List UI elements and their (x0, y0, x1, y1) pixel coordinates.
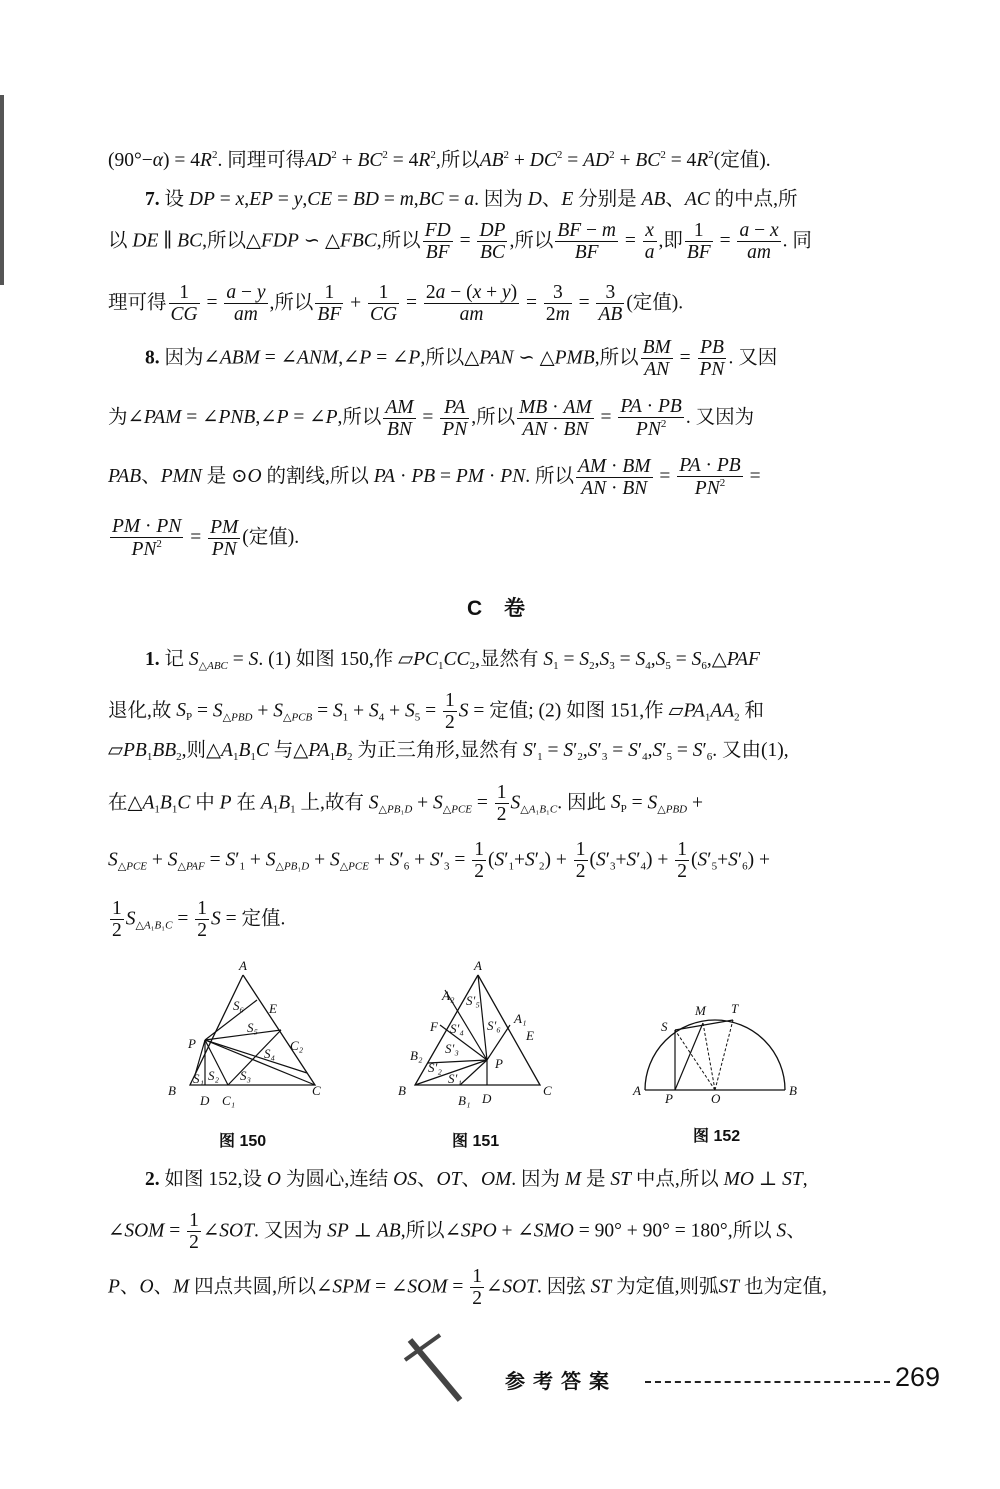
fig151-label-D: D (482, 1091, 492, 1106)
c1-line5: $S_{\triangle PCE} + S_{\triangle PAF} = S'_1 + S_{\triangle PB_1D} + S_{\triangle PCE} + S'_6 + S'_3$ = $\frac{1}{2}$ $(S'_1+S'_2)$ + $\frac{1}{2}$ $(S'_3+S'_4)$ + $\frac{1}{2}$ $(S'_5+S'_6)$ + (108, 839, 770, 883)
fig150-label-S5: S₅ (247, 1020, 259, 1035)
c1-line1: 1. 记 $S_{\triangle ABC} = S$. (1) 如图 150,作 $▱PC_1CC_2$,显然有 $S_1 = S_2,S_3 = S_4,S_5$ = $S_6,\triangle PAF$ (145, 649, 760, 672)
c2-line1: 2. 如图 152,设 O 为圆心,连结 OS、OT、OM. 因为 M 是 ST 中点,所以 MO ⊥ ST, (145, 1169, 808, 1190)
p8-line4: $\frac{PM \cdot PN}{PN^2}$ = $\frac{PM}{PN}$ (定值). (112, 516, 300, 561)
fig152-label-O: O (711, 1091, 721, 1106)
fig151-label-S5p: S′₅ (466, 993, 480, 1008)
figure-152 (625, 995, 805, 1120)
footer-dashes (645, 1381, 890, 1383)
figure-150 (160, 955, 340, 1120)
fig151-label-B2: B₂ (410, 1048, 423, 1063)
p6-tail-line: $(90^\circ-\alpha) = 4R^2$. 同理可得$AD^2 + BC^2 = 4R^2$,所以$AB^2 + DC^2 = AD^2 + BC^2 = 4R^2$(定值). (108, 149, 771, 171)
fig151-label-B1: B₁ (458, 1093, 471, 1108)
fig150-label-B: B (168, 1083, 176, 1098)
p8-line3: PAB、PMN 是 ⊙O 的割线,所以 PA · PB = PM · PN. 所以 $\frac{AM \cdot BM}{AN \cdot BN}$ = $\frac{PA \cdot PB}{PN^2}$ = (108, 455, 761, 500)
p8-line1: 8. 因为∠ABM = ∠ANM,∠P = ∠P,所以△PAN ∽ △PMB,所以 $\frac{BM}{AN}$ = $\frac{PB}{PN}$ . 又因 (145, 337, 778, 381)
fig152-label-P: P (665, 1091, 673, 1106)
fig151-label-A2: A₂ (442, 988, 455, 1003)
fig151-label-B: B (398, 1083, 406, 1098)
scan-edge-shadow (0, 95, 4, 285)
fig152-label-A: A (633, 1083, 641, 1098)
fig151-label-E: E (526, 1028, 534, 1043)
fig150-caption: 图 150 (219, 1133, 267, 1150)
fig150-label-S2: S₂ (208, 1068, 220, 1083)
page-number: 269 (895, 1362, 941, 1392)
c1-line3: $▱PB_1BB_2$,则$\triangle A_1B_1C$ 与$\triangle PA_1B_2$ 为正三角形,显然有 $S'_1 = S'_2,S'_3 = S'_4,S'_5 = S'_6$. 又由(1), (108, 740, 789, 763)
fig150-label-C2: C₂ (290, 1038, 304, 1053)
p7-line3: 理可得 $\frac{1}{CG}$ = $\frac{a - y}{am}$ ,所以 $\frac{1}{BF}$ + $\frac{1}{CG}$ = $\frac{2a - (x + y)}{am}$ = $\frac{3}{2m}$ = $\frac{3}{AB}$ (定值). (108, 282, 684, 326)
fig151-label-A1: A₁ (514, 1011, 527, 1026)
fig152-label-B: B (789, 1083, 797, 1098)
p7-line1: 7. 设 DP = x,EP = y,CE = BD = m,BC = a. 因为 D、E 分别是 AB、AC 的中点,所 (145, 189, 798, 210)
fig150-label-D: D (200, 1093, 210, 1108)
fig150-label-S3: S₃ (240, 1068, 252, 1083)
c1-line6: $\frac{1}{2}$ $S_{\triangle A_1B_1C}$ = $\frac{1}{2}$ S = 定值. (112, 898, 286, 942)
fig151-label-S1p: S′₁ (448, 1071, 462, 1086)
fig150-label-S4: S₄ (264, 1046, 276, 1061)
fig150-label-C1: C₁ (222, 1093, 236, 1108)
fig151-label-S3p: S′₃ (445, 1041, 459, 1056)
fig152-caption: 图 152 (693, 1128, 741, 1145)
pencil-icon (400, 1320, 480, 1415)
p7-line2: 以 DE ∥ BC,所以△FDP ∽ △FBC,所以 $\frac{FD}{BF}$ = $\frac{DP}{BC}$ ,所以 $\frac{BF - m}{BF}$ = $\frac{x}{a}$ ,即 $\frac{1}{BF}$ = $\frac{a - x}{am}$ . 同 (108, 220, 812, 264)
fig150-label-A: A (239, 958, 247, 973)
fig151-label-F: F (430, 1019, 438, 1034)
figure-151 (390, 955, 570, 1120)
fig152-label-T: T (731, 1001, 739, 1016)
fig151-label-S6p: S′₆ (487, 1018, 501, 1033)
fig150-label-S6: S₆ (233, 998, 245, 1013)
fig150-label-E: E (269, 1001, 277, 1016)
p8-line2: 为∠PAM = ∠PNB,∠P = ∠P,所以 $\frac{AM}{BN}$ = $\frac{PA}{PN}$ ,所以 $\frac{MB \cdot AM}{AN \cdot BN}$ = $\frac{PA \cdot PB}{PN^2}$ . 又因为 (108, 396, 755, 441)
fig151-label-P: P (495, 1056, 503, 1071)
fig150-label-C: C (312, 1083, 321, 1098)
fig151-caption: 图 151 (452, 1133, 500, 1150)
c2-line3: P、O、M 四点共圆,所以∠SPM = ∠SOM = $\frac{1}{2}$ ∠SOT. 因弦 ST 为定值,则弧ST 也为定值, (108, 1266, 827, 1310)
c1-line4: 在$\triangle A_1B_1C$ 中 P 在 $A_1B_1$ 上,故有 $S_{\triangle PB_1D} + S_{\triangle PCE}$ = $\frac{1}{2}$ $S_{\triangle A_1B_1C}$. 因此 $S_P = S_{\triangle PBD}$ + (108, 782, 703, 826)
fig150-label-P: P (188, 1036, 196, 1051)
c2-line2: ∠SOM = $\frac{1}{2}$ ∠SOT. 又因为 SP ⊥ AB,所以∠SPO + ∠SMO = 90° + 90° = 180°,所以 S、 (108, 1210, 806, 1254)
fig152-label-S: S (661, 1019, 668, 1034)
fig152-label-M: M (695, 1003, 706, 1018)
fig151-label-S2p: S′₂ (428, 1060, 442, 1075)
section-heading: C 卷 (467, 597, 533, 620)
fig150-label-S1: S₁ (193, 1071, 205, 1086)
fig151-label-C: C (543, 1083, 552, 1098)
fig151-label-S4p: S′₄ (450, 1021, 464, 1036)
fig151-label-A: A (474, 958, 482, 973)
c1-line2: 退化,故 $S_P = S_{\triangle PBD} + S_{\triangle PCB} = S_1 + S_4 + S_5$ = $\frac{1}{2}$ S = 定值; (2) 如图 151,作 $▱PA_1AA_2$ 和 (108, 690, 765, 734)
footer-label: 参考答案 (505, 1371, 617, 1393)
